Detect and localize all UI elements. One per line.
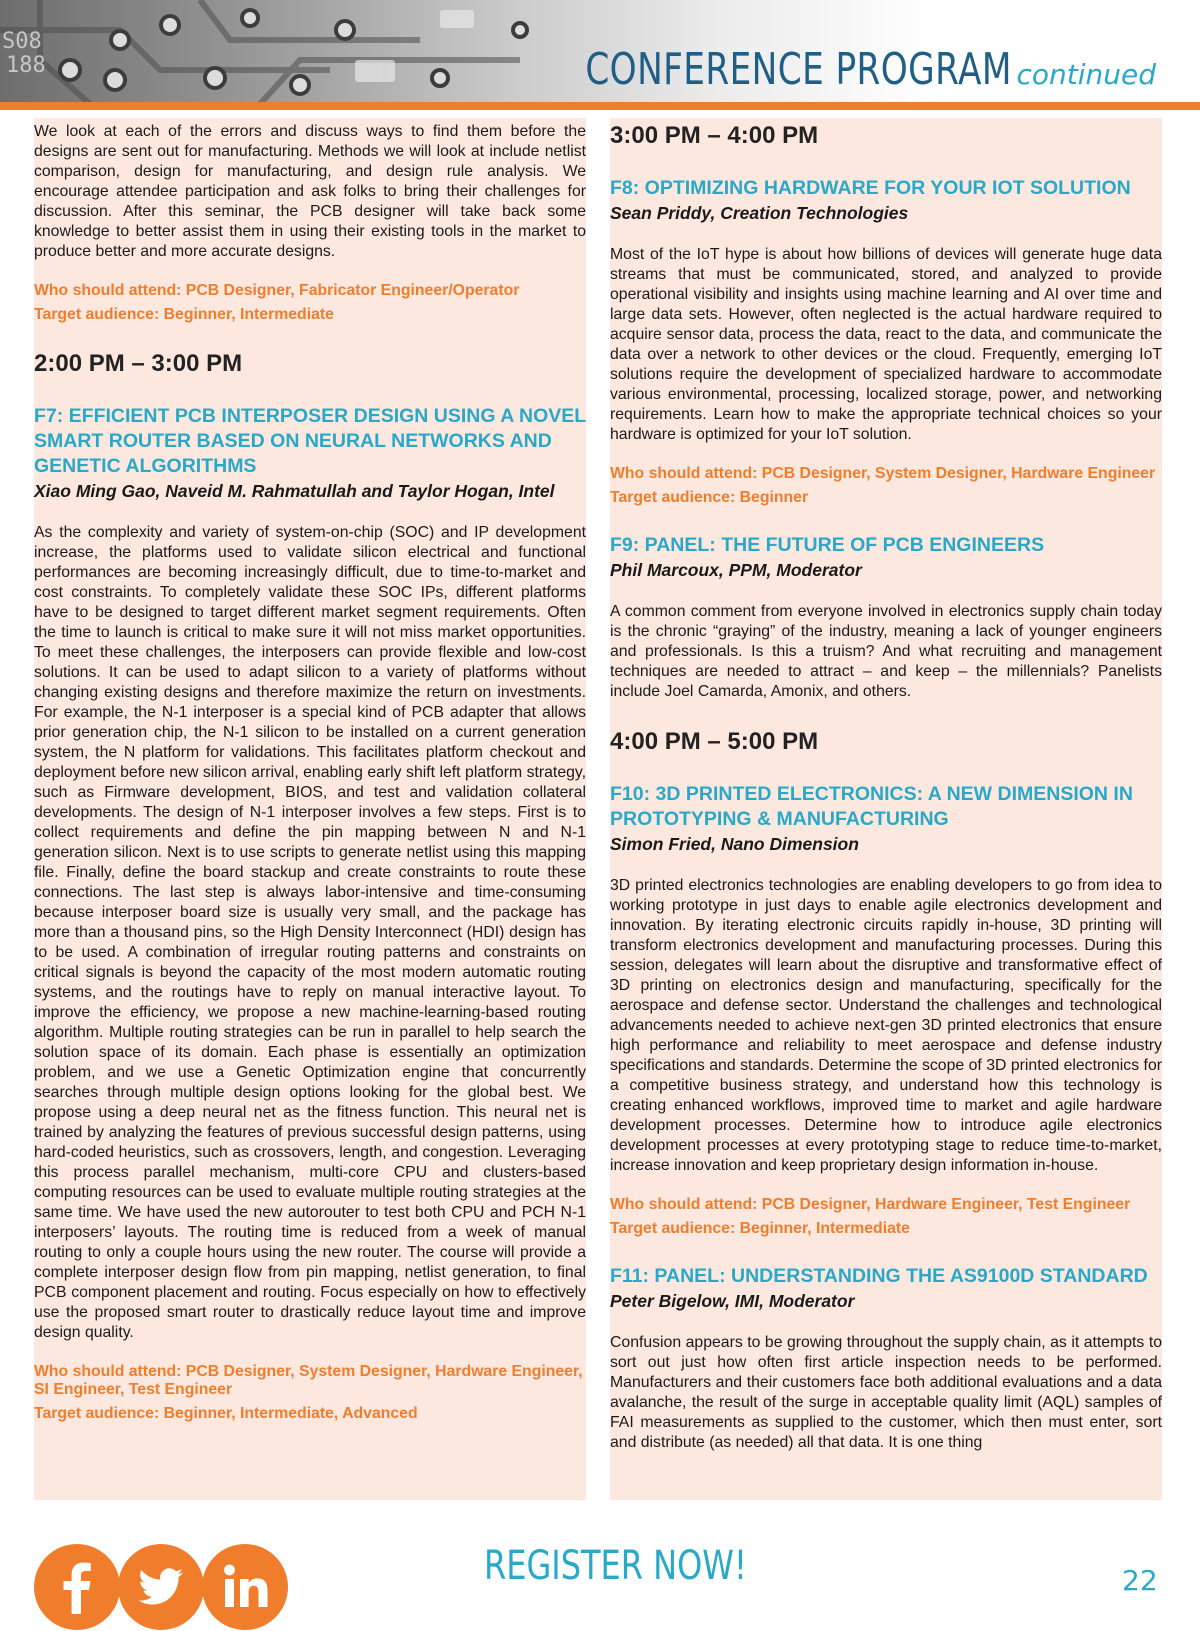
page-title-suffix: continued (1016, 58, 1156, 91)
page-header (0, 0, 1200, 112)
session-f7-speaker: Xiao Ming Gao, Naveid M. Rahmatullah and Taylor Hogan, Intel (34, 481, 555, 501)
page-title (465, 44, 1157, 95)
session-f10-attend: Who should attend: PCB Designer, Hardware Engineer, Test Engineer (610, 1196, 1131, 1213)
session-f9-title: F9: PANEL: THE FUTURE OF PCB ENGINEERS (610, 534, 1045, 556)
session-f8-attend: Who should attend: PCB Designer, System Designer, Hardware Engineer (610, 465, 1156, 482)
page-title-main: CONFERENCE PROGRAM (584, 44, 1012, 95)
facebook-icon[interactable] (34, 1544, 120, 1630)
session-f10-title: F10: 3D PRINTED ELECTRONICS: A NEW DIMENSION IN PROTOTYPING & MANUFACTURING (610, 783, 1133, 830)
session-f7-title: F7: EFFICIENT PCB INTERPOSER DESIGN USING A NOVEL SMART ROUTER BASED ON NEURAL NETWORKS AND GENETIC ALGORITHMS (34, 405, 586, 477)
session-f10-description: 3D printed electronics technologies are enabling developers to go from idea to working prototype in just days to enable agile electronics development and innovation. By iterating electronic circuits rapidly in-house, 3D printing will transform electronics development and manufacturing processes. During this session, delegates will learn about the disruptive and transformative effect of 3D printing on electronics design and manufacturing, specifically for the aerospace and defense sector. Understand the challenges and technological advancements needed to achieve next-gen 3D printed electronics that ensure high performance and reliability to meet aerospace and defense industry specifications and standards. Determine the scope of 3D printed electronics for a competitive business strategy, and understand how this technology is creating enhanced workflows, improved time to market and agile hardware development processes. Determine how to introduce agile electronics development processes at every prototyping stage to reduce time-to-market, increase innovation and keep proprietary design information in-house. (610, 877, 1162, 1174)
session-f7-description: As the complexity and variety of system-on-chip (SOC) and IP development increase, the platforms used to validate silicon electrical and functional performances are becoming increasingly difficult, due to time-to-market and cost constraints. To completely validate these SOC IPs, different platforms have to be designed to target different market segment requirements. Often the time to launch is critical to make sure it will not miss market opportunities. To meet these challenges, the interposers can provide flexible and low-cost solutions. It can be used to adapt silicon to a variety of platforms without changing existing designs and therefore maximize the return on investments. For example, the N-1 interposer is a special kind of PCB adapter that allows prior generation chip, the N-1 silicon to be installed on a current generation system, the N platform for validations. This facilitates platform checkout and deployment before new silicon arrival, enabling early shift left platform strategy, such as Firmware development, BIOS, and test and validation collateral developments. The design of N-1 interposer involves a few steps. First is to collect requirements and define the pin mapping between N and N-1 generation silicon. Next is to use scripts to generate netlist using this mapping file. Finally, define the board stackup and create constraints to route these connections. The last step is always labor-intensive and time-consuming because interposer board size is usually very small, and the package has more than a thousand pins, so the High Density Interconnect (HDI) design has to be used. A combination of irregular routing patterns and constraints on critical signals is beyond the capacity of the most modern automatic routing systems, and the routings have to reply on manual interactive layout. To improve the efficiency, we propose a new machine-learning-based routing algorithm. Multiple routing strategies can be run in parallel to help search the solution space of its domain. Each phase is essentially an optimization problem, and we use a Genetic Optimization engine that concurrently searches through multiple design options looking for the global best. We propose using a deep neural net as the fitness function. This neural net is trained by analyzing the features of previous successful design patterns, using hard-coded heuristics, such as crossovers, length, and congestion. Leveraging this process parallel mechanism, multi-core CPU and clusters-based computing resources can be used to evaluate multiple routing strategies at the same time. We have used the new autorouter to test both CPU and PCH N-1 interposers’ layouts. The routing time is reduced from a week of manual routing to only a couple hours using the new router. The course will provide a complete interposer design flow from pin mapping, netlist generation, to final PCB component placement and routing. Focus especially on how to effectively use the proposed smart router to drastically reduce layout time and improve design quality. (34, 524, 586, 1341)
twitter-icon[interactable] (118, 1544, 204, 1630)
session-f11-title: F11: PANEL: UNDERSTANDING THE AS9100D STANDARD (610, 1265, 1148, 1287)
intro-paragraph: We look at each of the errors and discuss ways to find them before the designs are sent out for manufacturing. Methods we will look at include netlist comparison, design for manufacturing, and design rule analysis. We encourage attendee participation and ask folks to bring their challenges for discussion. After this seminar, the PCB designer will take back some knowledge to better assist them in using their existing tools in the market to produce better and more accurate designs. (34, 123, 586, 260)
session-f7-attend: Who should attend: PCB Designer, System Designer, Hardware Engineer, SI Engineer, Test Engineer (34, 1363, 583, 1398)
linkedin-icon[interactable] (202, 1544, 288, 1630)
session-f9-speaker: Phil Marcoux, PPM, Moderator (610, 560, 862, 580)
session-f8-speaker: Sean Priddy, Creation Technologies (610, 203, 909, 223)
header-accent-bar (0, 102, 1200, 110)
session-f8-target: Target audience: Beginner (610, 489, 809, 506)
session-f10-speaker: Simon Fried, Nano Dimension (610, 834, 859, 854)
left-column (34, 118, 586, 1500)
svg-text:188: 188 (6, 53, 46, 78)
time-slot-3pm: 3:00 PM – 4:00 PM (610, 122, 819, 149)
page-number: 22 (1122, 1564, 1158, 1597)
intro-target: Target audience: Beginner, Intermediate (34, 306, 334, 323)
intro-attend: Who should attend: PCB Designer, Fabricator Engineer/Operator (34, 282, 520, 299)
session-f7-target: Target audience: Beginner, Intermediate, Advanced (34, 1405, 418, 1422)
session-f8-description: Most of the IoT hype is about how billions of devices will generate huge data streams that must be communicated, stored, and analyzed to provide operational visibility and insights using machine learning and AI over time and large data sets. However, often neglected is the actual hardware required to acquire sensor data, process the data, react to the data, and communicate the data over a network to other devices or the cloud. Frequently, emerging IoT solutions require the development of specialized hardware to accommodate various environmental, processing, localized storage, power, and networking requirements. Learn how to make the appropriate technical choices so your hardware is optimized for your IoT solution. (610, 246, 1162, 443)
session-f11-description: Confusion appears to be growing throughout the supply chain, as it attempts to sort out just how often first article inspection needs to be performed. Manufacturers and their customers face both additional evaluations and a data avalanche, the result of the surge in acceptable quality limit (AQL) samples of FAI measurements as supplied to the customer, which then must enter, sort and distribute (as needed) all that data. It is one thing (610, 1334, 1162, 1451)
session-f9-description: A common comment from everyone involved in electronics supply chain today is the chronic “graying” of the industry, meaning a lack of younger engineers and professionals. Is this a truism? And what recruiting and management techniques are needed to attract – and keep – the millennials? Panelists include Joel Camarda, Amonix, and others. (610, 603, 1162, 700)
time-slot-4pm: 4:00 PM – 5:00 PM (610, 728, 819, 755)
session-f11-speaker: Peter Bigelow, IMI, Moderator (610, 1291, 855, 1311)
right-column (610, 118, 1162, 1500)
time-slot-2pm: 2:00 PM – 3:00 PM (34, 350, 243, 377)
session-f10-target: Target audience: Beginner, Intermediate (610, 1220, 910, 1237)
session-f8-title: F8: OPTIMIZING HARDWARE FOR YOUR IOT SOLUTION (610, 177, 1131, 199)
register-now-link[interactable]: REGISTER NOW! (484, 1543, 747, 1589)
svg-text:S08: S08 (2, 29, 42, 54)
